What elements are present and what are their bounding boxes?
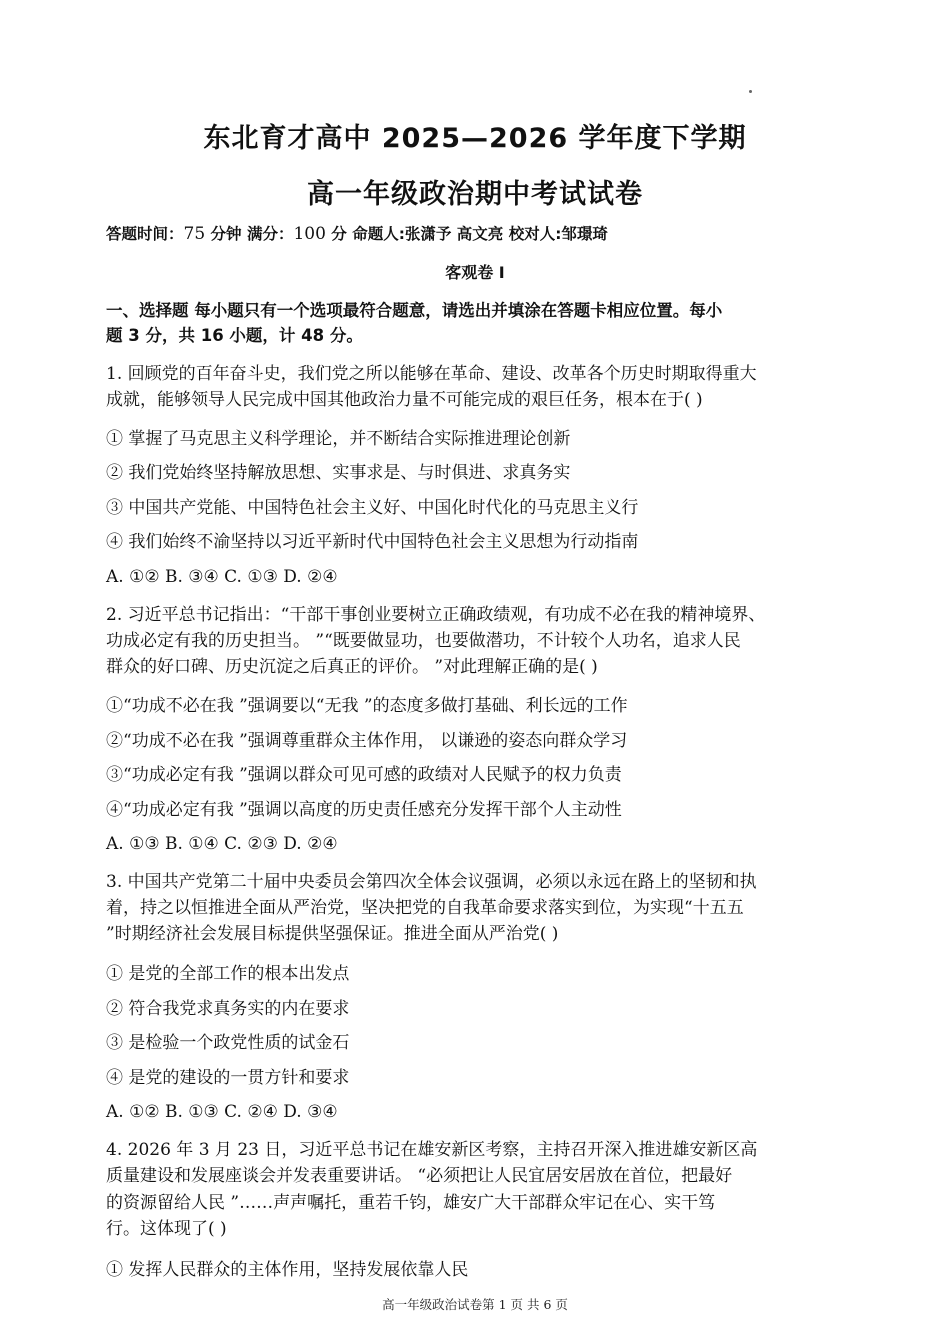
section-heading: 客观卷 I [445,263,505,282]
question-3-choices: A. ①② B. ①③ C. ②④ D. ③④ [106,1102,338,1122]
time-value: 75 [183,224,206,244]
time-unit: 分钟 满分： [205,225,294,243]
question-4-stem: 4. 2026 年 3 月 23 日，习近平总书记在雄安新区考察，主持召开深入推进雄安新区高 [106,1140,758,1160]
question-2-option: ①“功成不必在我 ”强调要以“无我 ”的态度多做打基础、利长远的工作 [106,696,628,716]
question-1-option: ① 掌握了马克思主义科学理论，并不断结合实际推进理论创新 [106,429,571,449]
question-4-stem: 行。这体现了( ) [106,1219,227,1239]
question-1-stem: 1. 回顾党的百年奋斗史，我们党之所以能够在革命、建设、改革各个历史时期取得重大 [106,364,757,384]
question-1-option: ③ 中国共产党能、中国特色社会主义好、中国化时代化的马克思主义行 [106,498,639,518]
time-label: 答题时间： [106,225,184,243]
question-2-stem: 群众的好口碑、历史沉淀之后真正的评价。 ”对此理解正确的是( ) [106,657,598,677]
exam-info [106,222,846,244]
question-2-stem: 功成必定有我的历史担当。 ”“既要做显功，也要做潜功，不计较个人功名，追求人民 [106,631,741,651]
score-value: 100 [293,224,326,244]
question-2-option: ④“功成必定有我 ”强调以高度的历史责任感充分发挥干部个人主动性 [106,800,622,820]
question-2-choices: A. ①③ B. ①④ C. ②③ D. ②④ [106,834,338,854]
section-instructions [106,298,846,348]
score-rest: 分 命题人:张潇予 高文亮 校对人:邹璟琦 [325,225,608,243]
question-3-option: ③ 是检验一个政党性质的试金石 [106,1033,350,1053]
question-1-stem: 成就，能够领导人民完成中国其他政治力量不可能完成的艰巨任务，根本在于( ) [106,390,703,410]
question-3-option: ④ 是党的建设的一贯方针和要求 [106,1068,350,1088]
question-1-option: ④ 我们始终不渝坚持以习近平新时代中国特色社会主义思想为行动指南 [106,532,639,552]
speck [749,90,752,93]
question-2-option: ②“功成不必在我 ”强调尊重群众主体作用， 以谦逊的姿态向群众学习 [106,731,628,751]
exam-title-line1: 东北育才高中 2025—2026 学年度下学期 [203,123,747,154]
question-1-choices: A. ①② B. ③④ C. ①③ D. ②④ [106,567,338,587]
instructions-line: 题 3 分，共 16 小题，计 48 分。 [106,326,363,345]
question-3-stem: 3. 中国共产党第二十届中央委员会第四次全体会议强调，必须以永远在路上的坚韧和执 [106,872,757,892]
question-2-option: ③“功成必定有我 ”强调以群众可见可感的政绩对人民赋予的权力负责 [106,765,622,785]
question-4-stem: 质量建设和发展座谈会并发表重要讲话。 “必须把让人民宜居安居放在首位，把最好 [106,1166,733,1186]
question-1-option: ② 我们党始终坚持解放思想、实事求是、与时俱进、求真务实 [106,463,571,483]
exam-title-line2: 高一年级政治期中考试试卷 [307,179,643,210]
question-4-stem: 的资源留给人民 ”……声声嘱托，重若千钧，雄安广大干部群众牢记在心、实干笃 [106,1193,716,1213]
question-3-stem: 着，持之以恒推进全面从严治党，坚决把党的自我革命要求落实到位，为实现“十五五 [106,898,744,918]
question-4-option: ① 发挥人民群众的主体作用，坚持发展依靠人民 [106,1260,469,1280]
question-3-option: ① 是党的全部工作的根本出发点 [106,964,350,984]
instructions-line: 一、选择题 每小题只有一个选项最符合题意，请选出并填涂在答题卡相应位置。每小 [106,301,723,320]
question-2-stem: 2. 习近平总书记指出：“干部干事创业要树立正确政绩观，有功成不必在我的精神境界、 [106,605,766,625]
question-3-stem: ”时期经济社会发展目标提供坚强保证。推进全面从严治党( ) [106,924,559,944]
question-3-option: ② 符合我党求真务实的内在要求 [106,999,350,1019]
page-footer: 高一年级政治试卷第 1 页 共 6 页 [382,1297,568,1312]
